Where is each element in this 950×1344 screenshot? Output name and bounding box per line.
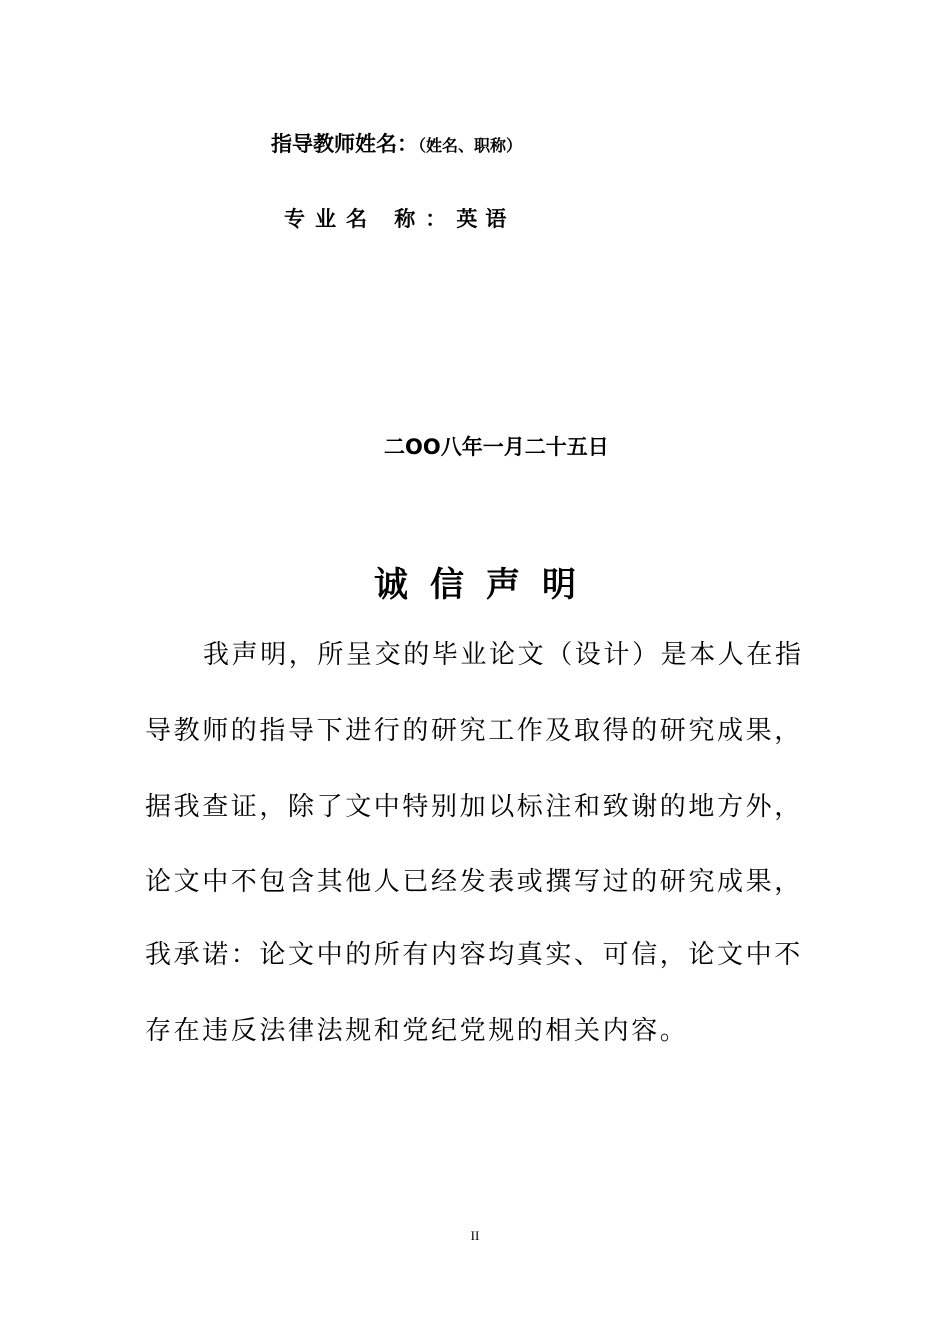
declaration-line: 导教师的指导下进行的研究工作及取得的研究成果， <box>145 716 803 746</box>
advisor-field <box>271 128 522 158</box>
advisor-label: 指导教师姓名： <box>271 132 418 156</box>
declaration-line: 存在违反法律法规和党纪党规的相关内容。 <box>145 1016 689 1046</box>
declaration-line: 据我查证，除了文中特别加以标注和致谢的地方外， <box>145 792 803 822</box>
declaration-line: 我承诺：论文中的所有内容均真实、可信，论文中不 <box>145 940 803 970</box>
declaration-line: 论文中不包含其他人已经发表或撰写过的研究成果， <box>145 867 803 897</box>
major-field <box>284 203 514 233</box>
declaration-title: 诚信声明 <box>374 565 598 605</box>
major-value: 英语 <box>456 207 515 231</box>
advisor-hint: （姓名、职称） <box>418 136 523 155</box>
page-number: II <box>470 1228 480 1243</box>
major-label: 专业名 称： <box>284 207 457 231</box>
declaration-line: 我声明，所呈交的毕业论文（设计）是本人在指 <box>203 640 804 670</box>
submission-date: 二OO八年一月二十五日 <box>384 435 609 459</box>
